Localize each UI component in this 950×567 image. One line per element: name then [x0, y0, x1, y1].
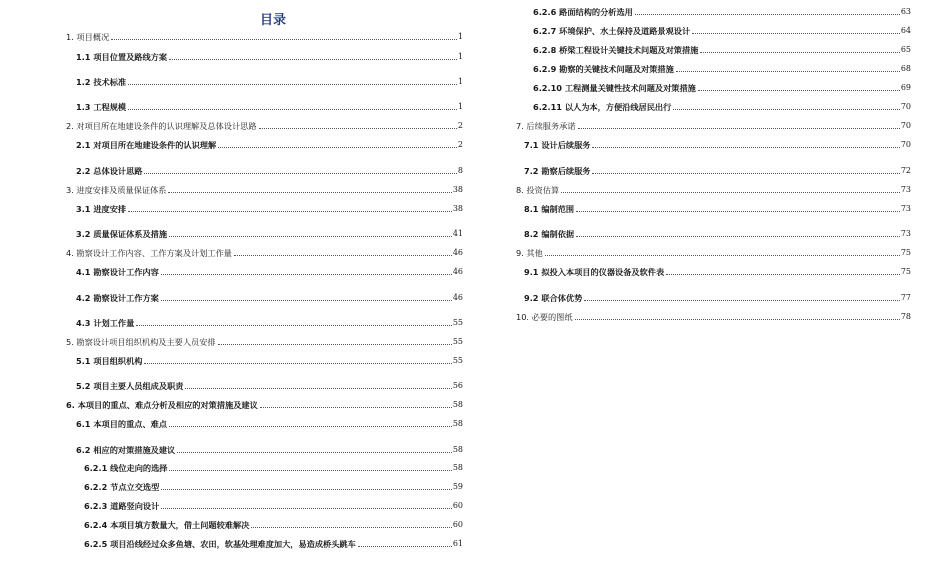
toc-entry-label: 1.1 项目位置及路线方案 — [76, 52, 168, 62]
toc-entry[interactable] — [516, 247, 911, 259]
toc-page-number: 64 — [900, 26, 911, 35]
toc-page-number: 58 — [452, 445, 463, 454]
toc-leader — [234, 255, 452, 256]
toc-entry-label: 4.2 勘察设计工作方案 — [76, 293, 159, 303]
toc-entry-label: 4.3 计划工作量 — [76, 318, 135, 328]
toc-entry[interactable] — [516, 120, 911, 132]
toc-page-number: 58 — [452, 400, 463, 409]
toc-page-number: 46 — [452, 267, 463, 276]
toc-entry[interactable] — [76, 76, 463, 88]
toc-page-number: 56 — [452, 381, 463, 390]
toc-page-number: 70 — [900, 121, 911, 130]
toc-entry[interactable] — [533, 101, 911, 113]
toc-leader — [251, 527, 451, 528]
toc-page-number: 61 — [452, 539, 463, 548]
toc-leader — [128, 109, 457, 110]
toc-leader — [218, 344, 452, 345]
toc-leader — [673, 109, 900, 110]
toc-entry-label: 6.2.5 项目沿线经过众多鱼塘、农田，软基处理难度加大，易造成桥头跳车 — [84, 539, 356, 549]
toc-entry[interactable] — [76, 51, 463, 63]
toc-page-number: 59 — [452, 482, 463, 491]
toc-entry[interactable] — [76, 101, 463, 113]
toc-entry-label: 8.1 编制范围 — [524, 204, 575, 214]
toc-page-number: 55 — [452, 337, 463, 346]
toc-entry[interactable] — [533, 63, 911, 75]
toc-entry[interactable] — [533, 82, 911, 94]
toc-entry[interactable] — [76, 317, 463, 329]
toc-page-number: 1 — [457, 77, 463, 86]
toc-entry-label: 6.2.6 路面结构的分析选用 — [533, 7, 633, 17]
toc-entry[interactable] — [84, 538, 463, 550]
toc-leader — [676, 71, 900, 72]
toc-entry[interactable] — [76, 203, 463, 215]
toc-entry[interactable] — [84, 462, 463, 474]
toc-entry-label: 6. 本项目的重点、难点分析及相应的对策措施及建议 — [66, 400, 258, 410]
toc-page-number: 73 — [900, 185, 911, 194]
toc-page-number: 69 — [900, 83, 911, 92]
toc-page-number: 60 — [452, 501, 463, 510]
toc-entry[interactable] — [516, 184, 911, 196]
toc-leader — [169, 59, 457, 60]
toc-entry-label: 1.3 工程规模 — [76, 102, 127, 112]
toc-entry[interactable] — [516, 311, 911, 323]
toc-entry-label: 5.2 项目主要人员组成及职责 — [76, 381, 184, 391]
toc-page-number: 73 — [900, 204, 911, 213]
toc-leader — [358, 546, 452, 547]
toc-entry-label: 6.2.1 线位走向的选择 — [84, 463, 168, 473]
toc-entry-label: 5.1 项目组织机构 — [76, 356, 143, 366]
toc-entry[interactable] — [84, 481, 463, 493]
toc-entry-label: 9. 其他 — [516, 248, 543, 258]
toc-leader — [576, 236, 900, 237]
toc-leader — [578, 128, 900, 129]
toc-page-number: 60 — [452, 520, 463, 529]
toc-entry-label: 6.2.9 勘察的关键技术问题及对策措施 — [533, 64, 674, 74]
toc-page-number: 68 — [900, 64, 911, 73]
toc-leader — [592, 147, 899, 148]
toc-entry[interactable] — [84, 519, 463, 531]
toc-leader — [161, 274, 452, 275]
toc-entry[interactable] — [76, 292, 463, 304]
toc-leader — [592, 173, 899, 174]
toc-entry[interactable] — [76, 139, 463, 151]
toc-leader — [185, 388, 451, 389]
toc-leader — [635, 14, 900, 15]
toc-entry-label: 8.2 编制依据 — [524, 229, 575, 239]
toc-entry[interactable] — [76, 380, 463, 392]
toc-leader — [136, 325, 452, 326]
toc-leader — [666, 274, 900, 275]
toc-page-number: 63 — [900, 7, 911, 16]
toc-entry-label: 4. 勘察设计工作内容、工作方案及计划工作量 — [66, 248, 232, 258]
toc-entry-label: 10. 必要的图纸 — [516, 312, 573, 322]
toc-leader — [692, 33, 900, 34]
toc-entry[interactable] — [533, 44, 911, 56]
toc-page-number: 46 — [452, 293, 463, 302]
toc-entry[interactable] — [66, 247, 463, 259]
toc-entry[interactable] — [524, 165, 911, 177]
toc-page-number: 38 — [452, 185, 463, 194]
toc-entry[interactable] — [76, 444, 463, 456]
toc-entry[interactable] — [524, 292, 911, 304]
toc-entry-label: 6.2.8 桥梁工程设计关键技术问题及对策措施 — [533, 45, 699, 55]
toc-entry-label: 6.1 本项目的重点、难点 — [76, 419, 168, 429]
toc-entry-label: 6.2.11 以人为本，方便沿线居民出行 — [533, 102, 672, 112]
toc-entry[interactable] — [66, 399, 463, 411]
toc-leader — [169, 236, 452, 237]
toc-entry-label: 3.1 进度安排 — [76, 204, 127, 214]
toc-entry[interactable] — [76, 165, 463, 177]
toc-leader — [177, 452, 452, 453]
toc-page-number: 70 — [900, 140, 911, 149]
toc-page-number: 2 — [457, 140, 463, 149]
toc-entry[interactable] — [84, 500, 463, 512]
toc-leader — [698, 90, 900, 91]
toc-entry-label: 7.1 设计后续服务 — [524, 140, 591, 150]
toc-page-number: 77 — [900, 293, 911, 302]
toc-entry[interactable] — [66, 31, 463, 43]
toc-page-number: 55 — [452, 356, 463, 365]
toc-entry[interactable] — [524, 266, 911, 278]
toc-entry-label: 8. 投资估算 — [516, 185, 560, 195]
toc-leader — [575, 319, 900, 320]
toc-leader — [144, 173, 456, 174]
toc-page-number: 72 — [900, 166, 911, 175]
toc-page-number: 38 — [452, 204, 463, 213]
toc-page-number: 1 — [457, 102, 463, 111]
toc-entry-label: 7.2 勘察后续服务 — [524, 166, 591, 176]
toc-entry-label: 1.2 技术标准 — [76, 77, 127, 87]
toc-leader — [584, 300, 900, 301]
toc-leader — [128, 211, 452, 212]
toc-leader — [144, 363, 451, 364]
toc-entry[interactable] — [76, 355, 463, 367]
toc-leader — [218, 147, 457, 148]
toc-entry-label: 3. 进度安排及质量保证体系 — [66, 185, 167, 195]
toc-page-number: 73 — [900, 229, 911, 238]
toc-entry[interactable] — [533, 25, 911, 37]
toc-page-number: 46 — [452, 248, 463, 257]
toc-leader — [260, 407, 452, 408]
toc-leader — [111, 39, 457, 40]
toc-page-number: 41 — [452, 229, 463, 238]
toc-entry[interactable] — [533, 6, 911, 18]
toc-leader — [168, 192, 451, 193]
toc-leader — [128, 84, 457, 85]
toc-page-number: 1 — [457, 52, 463, 61]
toc-entry-label: 9.1 拟投入本项目的仪器设备及软件表 — [524, 267, 665, 277]
toc-page-number: 8 — [457, 166, 463, 175]
toc-leader — [259, 128, 457, 129]
toc-entry-label: 4.1 勘察设计工作内容 — [76, 267, 159, 277]
toc-entry-label: 6.2.2 节点立交选型 — [84, 482, 160, 492]
toc-entry-label: 6.2.4 本项目填方数量大，借土问题较难解决 — [84, 520, 250, 530]
toc-entry[interactable] — [76, 418, 463, 430]
toc-entry[interactable] — [66, 336, 463, 348]
toc-entry-label: 6.2.10 工程测量关键性技术问题及对策措施 — [533, 83, 696, 93]
toc-page-number: 1 — [457, 32, 463, 41]
toc-leader — [161, 300, 452, 301]
toc-entry[interactable] — [76, 266, 463, 278]
toc-entry-label: 5. 勘察设计项目组织机构及主要人员安排 — [66, 337, 216, 347]
toc-entry[interactable] — [66, 184, 463, 196]
toc-leader — [700, 52, 899, 53]
toc-entry-label: 2.1 对项目所在地建设条件的认识理解 — [76, 140, 217, 150]
toc-entry-label: 7. 后续服务承诺 — [516, 121, 576, 131]
toc-leader — [545, 255, 900, 256]
toc-entry-label: 6.2 相应的对策措施及建议 — [76, 445, 176, 455]
toc-entry-label: 2. 对项目所在地建设条件的认识理解及总体设计思路 — [66, 121, 257, 131]
toc-entry-label: 9.2 联合体优势 — [524, 293, 583, 303]
toc-page-number: 2 — [457, 121, 463, 130]
toc-leader — [576, 211, 900, 212]
toc-entry-label: 1. 项目概况 — [66, 32, 110, 42]
toc-entry-label: 3.2 质量保证体系及措施 — [76, 229, 168, 239]
toc-page-number: 75 — [900, 248, 911, 257]
toc-entry-label: 6.2.7 环境保护、水土保持及道路景观设计 — [533, 26, 691, 36]
toc-leader — [161, 508, 452, 509]
toc-entry-label: 6.2.3 道路竖向设计 — [84, 501, 160, 511]
toc-entry[interactable] — [76, 228, 463, 240]
toc-leader — [561, 192, 900, 193]
toc-entry[interactable] — [66, 120, 463, 132]
toc-page-number: 70 — [900, 102, 911, 111]
toc-page-number: 58 — [452, 419, 463, 428]
toc-title: 目录 — [259, 13, 286, 28]
toc-page-number: 65 — [900, 45, 911, 54]
toc-entry[interactable] — [524, 139, 911, 151]
toc-leader — [161, 489, 452, 490]
toc-page-number: 55 — [452, 318, 463, 327]
toc-page-number: 75 — [900, 267, 911, 276]
toc-page-number: 78 — [900, 312, 911, 321]
toc-entry[interactable] — [524, 203, 911, 215]
toc-leader — [169, 426, 452, 427]
toc-leader — [169, 470, 451, 471]
toc-page-number: 58 — [452, 463, 463, 472]
toc-entry[interactable] — [524, 228, 911, 240]
toc-entry-label: 2.2 总体设计思路 — [76, 166, 143, 176]
